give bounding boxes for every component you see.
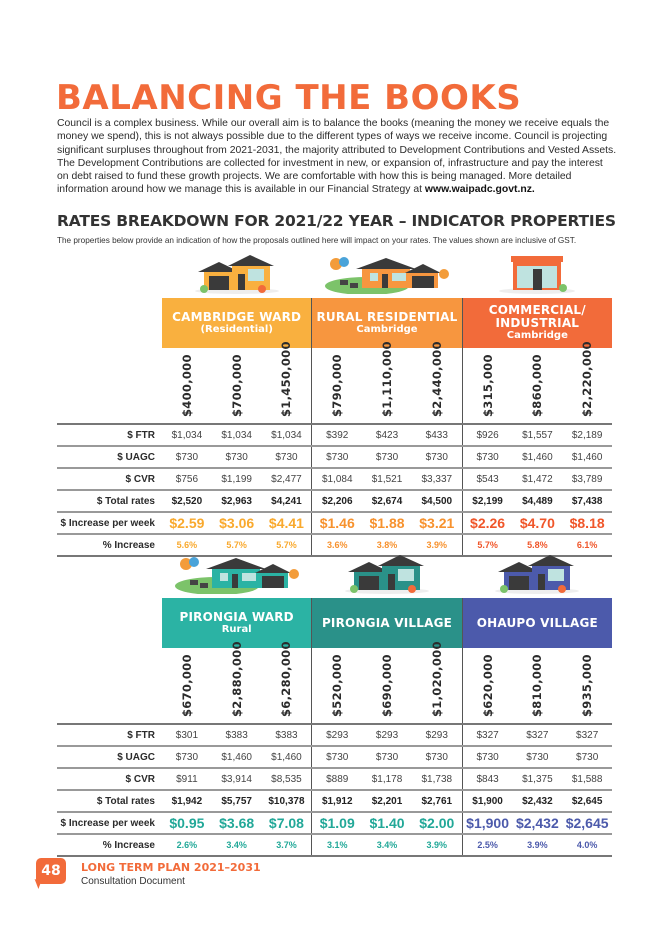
rate-cell: $1,199 <box>221 473 252 485</box>
row-label: $ Increase per week <box>60 817 155 829</box>
rate-cell: $730 <box>225 451 248 463</box>
rate-cell: 4.0% <box>576 840 598 850</box>
rate-cell: $2,477 <box>262 469 313 489</box>
total-rates-row <box>57 791 612 813</box>
rate-cell: $1,460 <box>571 451 603 463</box>
rate-cell: $1,460 <box>221 751 252 763</box>
rate-cell: $1,084 <box>321 473 353 485</box>
rate-cell: $1,460 <box>522 451 553 463</box>
rate-cell: $2,206 <box>321 495 353 507</box>
rate-cell: $327 <box>476 729 499 741</box>
property-value: $810,000 <box>530 654 545 717</box>
rate-cell: $2,201 <box>371 795 403 807</box>
property-value: $860,000 <box>530 354 545 417</box>
property-value: $2,220,000 <box>580 341 595 417</box>
rate-cell: 3.4% <box>226 840 247 850</box>
rate-cell: $1,034 <box>221 429 252 441</box>
house-illustrations <box>57 255 612 299</box>
rate-cell: $5,757 <box>221 795 252 807</box>
rate-cell: $730 <box>262 447 313 467</box>
rates-rows <box>57 423 612 557</box>
rate-cell: $327 <box>526 729 549 741</box>
row-label: $ Increase per week <box>60 517 155 529</box>
uagc-row <box>57 747 612 769</box>
rate-cell: 5.7% <box>477 540 498 550</box>
rate-cell: $730 <box>175 451 199 463</box>
property-value-cell <box>262 341 313 423</box>
rate-cell: $730 <box>476 451 499 463</box>
rate-cell: $3,337 <box>412 469 463 489</box>
rate-cell: $1,472 <box>522 473 553 485</box>
rate-cell: $2,674 <box>371 495 403 507</box>
rate-cell: $2,761 <box>412 791 463 811</box>
rate-cell: $1,521 <box>371 473 403 485</box>
row-label: $ Total rates <box>96 795 155 807</box>
rate-cell: $10,378 <box>262 791 313 811</box>
rate-cell: $2,189 <box>571 429 603 441</box>
property-value-cell <box>162 348 212 423</box>
property-value: $700,000 <box>229 354 244 417</box>
increase-per-week-row <box>57 813 612 835</box>
rate-cell: 5.7% <box>226 540 247 550</box>
rate-cell: 6.1% <box>576 540 598 550</box>
rate-cell: $1,942 <box>171 795 203 807</box>
percent-increase-row <box>57 835 612 857</box>
rate-cell: $293 <box>375 729 399 741</box>
property-value: $620,000 <box>480 654 495 717</box>
row-label: $ CVR <box>125 473 155 485</box>
property-value-cell <box>463 648 513 723</box>
property-value-cell <box>562 648 612 723</box>
group-subtitle: Cambridge <box>506 330 568 341</box>
section-note: The properties below provide an indication of how the proposals outlined here will impact on your rates. The values shown are inclusive of GST. <box>57 236 577 245</box>
rural-house-icon <box>322 250 452 299</box>
section-title: RATES BREAKDOWN FOR 2021/22 YEAR – INDICATOR PROPERTIES <box>57 212 616 230</box>
group-subtitle: (Residential) <box>200 323 273 335</box>
property-value-cell <box>512 348 562 423</box>
village-house-icon <box>342 552 432 599</box>
property-values-row <box>162 341 612 423</box>
rate-cell: $4,500 <box>412 491 463 511</box>
rate-cell: $1,900 <box>472 795 503 807</box>
rate-cell: $1,738 <box>412 769 463 789</box>
cvr-row <box>57 469 612 491</box>
rate-cell: $1,034 <box>262 425 313 445</box>
group-header <box>463 598 612 648</box>
property-value: $6,280,000 <box>279 641 294 717</box>
rate-cell: $911 <box>176 773 198 785</box>
property-value: $2,440,000 <box>429 341 444 417</box>
rate-cell: $1,912 <box>321 795 353 807</box>
rate-cell: $2.59 <box>169 515 205 531</box>
rate-cell: $433 <box>412 425 463 445</box>
row-label: % Increase <box>102 539 155 551</box>
rate-cell: $1,588 <box>571 773 603 785</box>
property-value-cell <box>512 648 562 723</box>
rate-cell: $3.06 <box>219 515 255 531</box>
rate-cell: 3.1% <box>326 840 348 850</box>
page-number-badge: 48 <box>36 858 66 884</box>
rate-cell: $301 <box>175 729 199 741</box>
rate-cell: $889 <box>326 773 349 785</box>
rate-cell: $1.09 <box>319 815 355 831</box>
rate-cell: $8.18 <box>569 515 605 531</box>
row-label: $ UAGC <box>117 451 155 463</box>
rate-cell: $1,900 <box>466 815 509 831</box>
house-illustrations <box>57 555 612 599</box>
residential-house-icon <box>192 252 282 299</box>
property-value: $1,020,000 <box>429 641 444 717</box>
rate-cell: 3.9% <box>412 535 463 555</box>
rate-cell: 3.8% <box>376 540 398 550</box>
property-value: $935,000 <box>580 654 595 717</box>
village-house-icon <box>492 552 582 599</box>
rate-cell: $843 <box>476 773 499 785</box>
group-title: OHAUPO VILLAGE <box>476 615 598 630</box>
rate-cell: 5.8% <box>527 540 548 550</box>
row-label: % Increase <box>102 839 155 851</box>
intro-text: Council is a complex business. While our overall aim is to balance the books (meaning the money we receive equals the money we spend), this is not always possible due to the different types of ways we receive income. Council is projecting significant surpluses throughout from 2021-2031, the majority attributed to Development Contributions and Vested Assets. The Development Contributions are collected for investment in new, or expansion of, infrastructure and pay the interest on debt raised to fund these growth projects. We are comfortable with how this is being managed. More detailed information around how we manage this is available in our Financial Strategy at <box>57 118 617 196</box>
intro-paragraph <box>57 117 617 197</box>
rate-cell: $1.88 <box>369 515 405 531</box>
property-value: $1,110,000 <box>380 341 395 417</box>
rate-cell: $730 <box>375 751 399 763</box>
rate-cell: $2,432 <box>515 815 559 831</box>
rates-table-1 <box>57 255 612 551</box>
group-subtitle: Rural <box>221 623 252 635</box>
rate-cell: $3,914 <box>221 773 252 785</box>
footer-subtitle: Consultation Document <box>81 876 185 887</box>
page-title: BALANCING THE BOOKS <box>56 78 522 118</box>
rate-cell: $0.95 <box>169 815 205 831</box>
footer-title: LONG TERM PLAN 2021–2031 <box>81 861 261 874</box>
rate-cell: 5.7% <box>262 535 313 555</box>
row-label: $ FTR <box>127 729 155 741</box>
rate-cell: $730 <box>326 451 349 463</box>
rate-cell: $2.00 <box>412 813 463 833</box>
rate-cell: $2,199 <box>472 495 503 507</box>
group-title: RURAL RESIDENTIAL <box>316 309 458 324</box>
rates-table-2 <box>57 555 612 851</box>
rate-cell: $392 <box>326 429 349 441</box>
rate-cell: 3.9% <box>412 835 463 855</box>
rate-cell: $4.70 <box>519 515 555 531</box>
rate-cell: $293 <box>412 725 463 745</box>
rate-cell: 3.9% <box>527 840 548 850</box>
rate-cell: $2.26 <box>470 515 506 531</box>
total-rates-row <box>57 491 612 513</box>
rate-cell: $3.68 <box>219 815 255 831</box>
rate-cell: 5.6% <box>176 540 198 550</box>
rate-cell: $1,557 <box>522 429 553 441</box>
rate-cell: $1.46 <box>319 515 355 531</box>
property-value: $690,000 <box>380 654 395 717</box>
property-value: $315,000 <box>480 354 495 417</box>
rate-cell: $1,460 <box>262 747 313 767</box>
rate-cell: $2,520 <box>171 495 203 507</box>
rate-cell: $7,438 <box>571 495 603 507</box>
rate-cell: $383 <box>225 729 248 741</box>
rate-cell: 3.7% <box>262 835 313 855</box>
property-value-cell <box>562 341 612 423</box>
rate-cell: $1,178 <box>371 773 403 785</box>
row-label: $ CVR <box>125 773 155 785</box>
group-title: PIRONGIA VILLAGE <box>321 615 453 630</box>
rates-rows <box>57 723 612 857</box>
rate-cell: $730 <box>375 451 399 463</box>
rate-cell: $730 <box>412 447 463 467</box>
uagc-row <box>57 447 612 469</box>
rate-cell: $1,375 <box>522 773 553 785</box>
property-value: $400,000 <box>179 354 194 417</box>
rate-cell: $2,645 <box>571 795 603 807</box>
rate-cell: $730 <box>476 751 499 763</box>
ftr-row <box>57 725 612 747</box>
rate-cell: $383 <box>262 725 313 745</box>
property-value-cell <box>362 341 412 423</box>
property-value-cell <box>262 641 313 723</box>
increase-per-week-row <box>57 513 612 535</box>
property-value-cell <box>162 648 212 723</box>
property-value: $1,450,000 <box>279 341 294 417</box>
rate-cell: $1.40 <box>369 815 405 831</box>
property-value-cell <box>312 348 362 423</box>
rate-cell: $327 <box>576 729 599 741</box>
rate-cell: $2,645 <box>565 815 609 831</box>
group-subtitle: Cambridge <box>356 323 418 335</box>
rate-cell: $730 <box>326 751 349 763</box>
row-label: $ UAGC <box>117 751 155 763</box>
property-value-cell <box>412 341 463 423</box>
rate-cell: 3.4% <box>376 840 398 850</box>
rate-cell: $730 <box>526 751 549 763</box>
rate-cell: $423 <box>375 429 399 441</box>
rate-cell: $756 <box>175 473 199 485</box>
rate-cell: $3.21 <box>412 513 463 533</box>
rate-cell: $8,535 <box>262 769 313 789</box>
rate-cell: $4,489 <box>522 495 553 507</box>
website-link[interactable]: www.waipadc.govt.nz. <box>424 184 535 196</box>
rate-cell: $2,432 <box>522 795 553 807</box>
rural-house-icon <box>172 550 302 599</box>
property-value-cell <box>312 648 362 723</box>
group-title: CAMBRIDGE WARD <box>172 309 302 324</box>
property-values-row <box>162 641 612 723</box>
property-value: $2,880,000 <box>229 641 244 717</box>
rate-cell: $7.08 <box>262 813 313 833</box>
rate-cell: $1,034 <box>171 429 203 441</box>
cvr-row <box>57 769 612 791</box>
rate-cell: $730 <box>412 747 463 767</box>
property-value-cell <box>212 348 262 423</box>
row-label: $ FTR <box>127 429 155 441</box>
property-value-cell <box>412 641 463 723</box>
rate-cell: 2.5% <box>477 840 498 850</box>
rate-cell: 2.6% <box>176 840 198 850</box>
rate-cell: $4,241 <box>262 491 313 511</box>
rate-cell: $543 <box>476 473 499 485</box>
group-title: COMMERCIAL/ INDUSTRIAL <box>488 303 586 330</box>
property-value-cell <box>463 348 513 423</box>
property-value: $790,000 <box>330 354 345 417</box>
commercial-shop-icon <box>497 252 577 299</box>
rate-cell: $293 <box>326 729 349 741</box>
property-value-cell <box>362 648 412 723</box>
property-value: $520,000 <box>330 654 345 717</box>
rate-cell: $730 <box>175 751 199 763</box>
rate-cell: $926 <box>476 429 499 441</box>
property-value: $670,000 <box>179 654 194 717</box>
property-value-cell <box>212 641 262 723</box>
rate-cell: 3.6% <box>326 540 348 550</box>
rate-cell: $730 <box>576 751 599 763</box>
rate-cell: $2,963 <box>221 495 252 507</box>
rate-cell: $3,789 <box>571 473 603 485</box>
group-title: PIRONGIA WARD <box>179 609 294 624</box>
rate-cell: $4.41 <box>262 513 313 533</box>
ftr-row <box>57 425 612 447</box>
row-label: $ Total rates <box>96 495 155 507</box>
